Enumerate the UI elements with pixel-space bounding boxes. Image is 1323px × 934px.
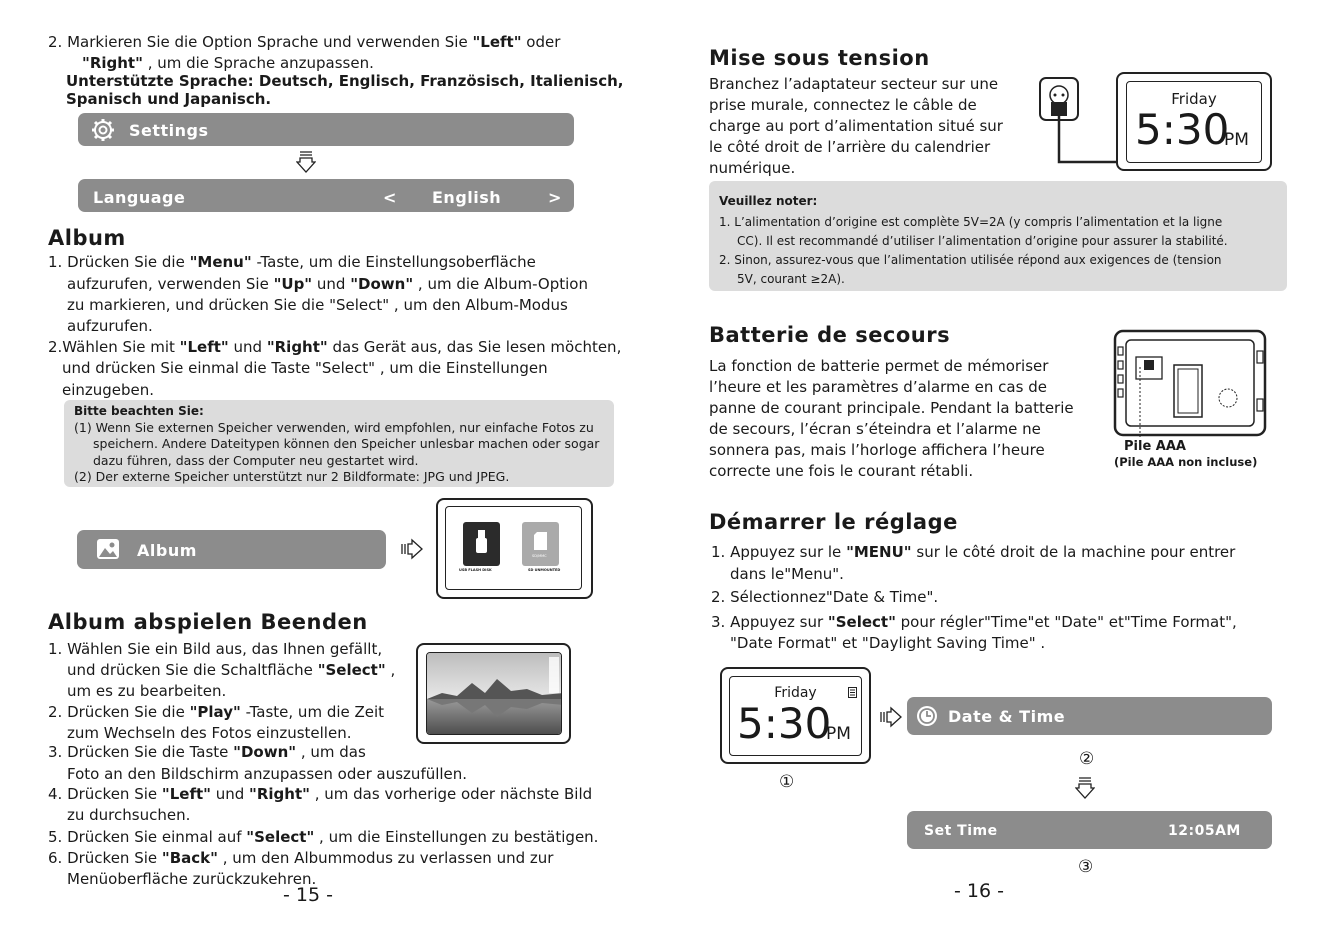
power-line-3: charge au port d’alimentation situé sur <box>709 117 1003 135</box>
battery-line-5: sonnera pas, mais l’horloge affichera l’heure <box>709 441 1045 459</box>
play-step-1-line-3: um es zu bearbeiten. <box>67 682 227 700</box>
play-step-6-line-1: 6. Drücken Sie "Back" , um den Albummodus zu verlassen und zur <box>48 849 554 867</box>
language-label: Language <box>93 188 186 207</box>
note-fr-line-4: 5V, courant ≥2A). <box>737 272 845 286</box>
photo-icon <box>96 538 120 560</box>
note-line-2: speichern. Andere Dateitypen können den Speicher unlesbar machen oder sogar <box>93 436 600 451</box>
power-heading: Mise sous tension <box>709 46 930 70</box>
battery-line-1: La fonction de batterie permet de mémoriser <box>709 357 1049 375</box>
landscape-photo <box>427 653 562 735</box>
supported-languages-line-1: Unterstützte Sprache: Deutsch, Englisch, Französisch, Italienisch, <box>66 72 624 90</box>
play-step-1-line-1: 1. Wählen Sie ein Bild aus, das Ihnen gefällt, <box>48 640 383 658</box>
battery-line-6: correcte une fois le courant rétabli. <box>709 462 974 480</box>
sd-card-icon <box>534 532 547 550</box>
play-step-5: 5. Drücken Sie einmal auf "Select" , um die Einstellungen zu bestätigen. <box>48 828 599 846</box>
settings-label: Settings <box>129 121 209 140</box>
clock-device-top <box>1116 72 1272 171</box>
intro-line-2: "Right" , um die Sprache anzupassen. <box>82 54 374 72</box>
set-time-value: 12:05AM <box>1168 823 1241 839</box>
clock-day: Friday <box>1171 90 1217 108</box>
play-step-6-line-2: Menüoberfläche zurückzukehren. <box>67 870 317 888</box>
note-line-4: (2) Der externe Speicher unterstützt nur 2 Bildformate: JPG und JPEG. <box>74 469 510 484</box>
album-step-1-line-2: aufzurufen, verwenden Sie "Up" und "Down" , um die Album-Option <box>67 275 588 293</box>
power-outlet-icon <box>1038 76 1120 166</box>
clock-device-bottom <box>720 667 871 764</box>
device-storage-select <box>436 498 593 599</box>
usb-icon <box>476 530 487 557</box>
note-fr-line-2: CC). Il est recommandé d’utiliser l’alimentation d’origine pour assurer la stabilité. <box>737 234 1228 248</box>
album-bar[interactable] <box>77 530 386 569</box>
arrow-down-icon-2 <box>1075 777 1095 799</box>
clock-time: 5:30 <box>1135 105 1230 154</box>
battery-line-2: l’heure et les paramètres d’alarme en cas de <box>709 378 1047 396</box>
start-step-2: 2. Sélectionnez"Date & Time". <box>711 588 939 606</box>
arrow-right-icon <box>401 538 423 560</box>
play-step-2-line-1: 2. Drücken Sie die "Play" -Taste, um die Zeit <box>48 703 385 721</box>
play-step-4-line-1: 4. Drücken Sie "Left" und "Right" , um das vorherige oder nächste Bild <box>48 785 593 803</box>
play-step-1-line-2: und drücken Sie die Schaltfläche "Select" , <box>67 661 396 679</box>
sd-status: SD UNMOUNTED <box>528 568 561 572</box>
set-time-bar[interactable] <box>907 811 1272 849</box>
usb-label: USB FLASH DISK <box>459 568 492 572</box>
battery-line-4: de secours, l’écran s’éteindra et l’alarme ne <box>709 420 1041 438</box>
note-line-3: dazu führen, dass der Computer neu gestartet wird. <box>93 453 419 468</box>
language-prev-button[interactable]: < <box>383 188 397 207</box>
album-step-2-line-1: 2.Wählen Sie mit "Left" und "Right" das Gerät aus, das Sie lesen möchten, <box>48 338 622 356</box>
language-value: English <box>432 188 502 207</box>
album-step-1-line-3: zu markieren, und drücken Sie die "Select" , um den Album-Modus <box>67 296 568 314</box>
start-step-1-line-1: 1. Appuyez sur le "MENU" sur le côté droit de la machine pour entrer <box>711 543 1236 561</box>
start-setup-heading: Démarrer le réglage <box>709 510 958 534</box>
battery-caption-note: (Pile AAA non incluse) <box>1114 455 1258 469</box>
date-time-label: Date & Time <box>948 707 1066 726</box>
gear-icon <box>90 118 116 142</box>
start-step-3-line-2: "Date Format" et "Daylight Saving Time" . <box>730 634 1046 652</box>
power-line-1: Branchez l’adaptateur secteur sur une <box>709 75 999 93</box>
power-line-2: prise murale, connectez le câble de <box>709 96 977 114</box>
arrow-down-icon <box>296 151 316 173</box>
clock-day-bottom: Friday <box>774 685 817 701</box>
clock-screen-top <box>1126 81 1262 163</box>
battery-heading: Batterie de secours <box>709 323 951 347</box>
step-marker-1: ① <box>779 772 795 792</box>
play-step-3-line-2: Foto an den Bildschirm anzupassen oder auszufüllen. <box>67 765 468 783</box>
page-number-16: - 16 - <box>954 880 1004 902</box>
album-play-heading: Album abspielen Beenden <box>48 610 368 634</box>
intro-line-1: 2. Markieren Sie die Option Sprache und verwenden Sie "Left" oder <box>48 33 561 51</box>
note-title: Bitte beachten Sie: <box>74 404 204 418</box>
clock-screen-bottom <box>729 676 862 756</box>
note-fr-line-3: 2. Sinon, assurez-vous que l’alimentation utilisée répond aux exigences de (tension <box>719 253 1222 267</box>
clock-ampm-bottom: PM <box>826 724 851 744</box>
play-step-4-line-2: zu durchsuchen. <box>67 806 191 824</box>
language-next-button[interactable]: > <box>548 188 562 207</box>
date-time-bar[interactable] <box>907 697 1272 735</box>
device-back-view <box>1112 329 1268 439</box>
album-label: Album <box>137 541 197 560</box>
language-bar[interactable] <box>78 179 574 212</box>
power-line-4: le côté droit de l’arrière du calendrier <box>709 138 991 156</box>
menu-icon <box>848 687 857 698</box>
clock-icon <box>916 705 938 727</box>
clock-ampm: PM <box>1224 130 1249 150</box>
battery-line-3: panne de courant principale. Pendant la batterie <box>709 399 1074 417</box>
note-box-fr <box>709 181 1287 291</box>
power-line-5: numérique. <box>709 159 796 177</box>
album-step-1-line-1: 1. Drücken Sie die "Menu" -Taste, um die Einstellungsoberfläche <box>48 253 536 271</box>
clock-time-bottom: 5:30 <box>737 699 832 748</box>
settings-bar[interactable] <box>78 113 574 146</box>
play-step-2-line-2: zum Wechseln des Fotos einzustellen. <box>67 724 352 742</box>
start-step-3-line-1: 3. Appuyez sur "Select" pour régler"Time"et "Date" et"Time Format", <box>711 613 1237 631</box>
step-marker-3: ③ <box>1078 857 1094 877</box>
set-time-label: Set Time <box>924 823 998 839</box>
step-marker-2: ② <box>1079 749 1095 769</box>
battery-caption: Pile AAA <box>1124 439 1186 454</box>
note-fr-line-1: 1. L’alimentation d’origine est complète 5V=2A (y compris l’alimentation et la ligne <box>719 215 1223 229</box>
sd-label: SD/MMC <box>532 554 547 558</box>
note-line-1: (1) Wenn Sie externen Speicher verwenden, wird empfohlen, nur einfache Fotos zu <box>74 420 594 435</box>
sd-tile[interactable] <box>522 522 559 566</box>
note-box-de <box>64 400 614 487</box>
play-step-3-line-1: 3. Drücken Sie die Taste "Down" , um das <box>48 743 366 761</box>
page-number-15: - 15 - <box>283 884 333 906</box>
arrow-right-icon-2 <box>880 706 902 728</box>
album-step-2-line-3: einzugeben. <box>62 381 155 399</box>
device-screen <box>445 506 582 590</box>
supported-languages-line-2: Spanisch und Japanisch. <box>66 90 272 108</box>
album-step-2-line-2: und drücken Sie einmal die Taste "Select" , um die Einstellungen <box>62 359 548 377</box>
album-step-1-line-4: aufzurufen. <box>67 317 153 335</box>
album-heading: Album <box>48 226 126 250</box>
start-step-1-line-2: dans le"Menu". <box>730 565 844 583</box>
usb-tile[interactable] <box>463 522 500 566</box>
note-fr-title: Veuillez noter: <box>719 194 818 208</box>
photo-screen <box>426 652 562 735</box>
device-photo-view <box>416 643 571 744</box>
